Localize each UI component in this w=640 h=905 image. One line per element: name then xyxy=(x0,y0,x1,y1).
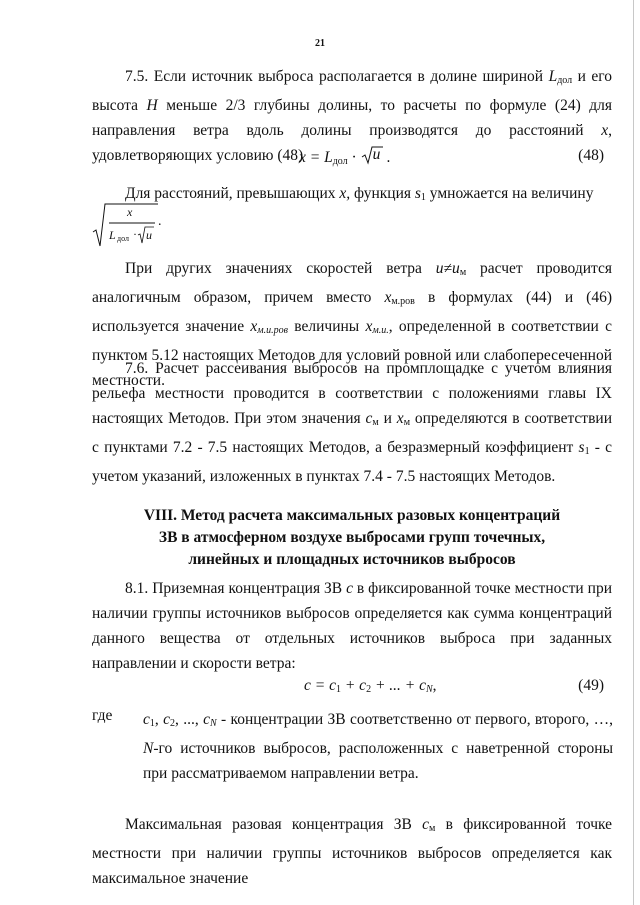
section-heading xyxy=(92,505,612,571)
var-x: x xyxy=(384,289,392,306)
var-c: c xyxy=(143,711,150,728)
formula-49 xyxy=(92,677,612,701)
var-c: c xyxy=(203,711,210,728)
var-N: N xyxy=(143,740,154,757)
var-L: L xyxy=(548,68,558,85)
where-definition xyxy=(143,707,613,786)
var-c: c xyxy=(365,410,373,427)
sep: , xyxy=(154,711,164,728)
text: Для расстояний, превышающих xyxy=(125,185,340,202)
expr: + c xyxy=(340,677,367,694)
punct: . xyxy=(158,214,162,229)
var-s: s xyxy=(578,439,585,456)
formula-48-number: (48) xyxy=(578,147,604,164)
paragraph-8-1 xyxy=(92,576,612,676)
var-x: x, xyxy=(339,185,351,202)
punct: , xyxy=(432,677,437,694)
text: меньше 2/3 глубины долины, то расчеты по формуле (24) для направления ветра вдоль долины производятся до расстояний xyxy=(92,97,612,139)
text: расчет проводится аналогичным образом, причем вместо xyxy=(92,260,612,306)
var-x: x xyxy=(365,318,373,335)
text: в фиксированной точке местности при наличии группы источников выбросов определяется как максимальное значение xyxy=(92,816,613,887)
paragraph-max-concentration xyxy=(92,812,612,891)
sub: 1 xyxy=(584,446,590,457)
var-c: c xyxy=(163,711,170,728)
scan-edge xyxy=(633,0,634,905)
formula-lhs: x = xyxy=(299,149,325,166)
dot: · xyxy=(347,149,361,166)
text: в формулах (44) и (46) используется значение xyxy=(92,289,612,335)
sub: м xyxy=(372,417,379,428)
where-label: где xyxy=(92,707,113,724)
paragraph-7-6 xyxy=(92,356,612,489)
sqrt-expression: x L дол · u . xyxy=(92,202,162,248)
heading-line: VIII. Метод расчета максимальных разовых концентраций xyxy=(143,507,561,524)
sub: м.ров xyxy=(391,296,415,307)
text: , определенной в соответствии с пунктом 5.12 настоящих Методов для условий ровной или слабопересеченной местности. xyxy=(92,318,613,389)
var-H: H xyxy=(146,97,158,114)
condition: u≠u xyxy=(435,260,460,277)
var-c: c xyxy=(346,580,353,597)
sqrt-icon xyxy=(361,147,383,165)
var-L: L xyxy=(324,149,333,166)
var-u: u xyxy=(372,146,381,163)
sub-dol: дол xyxy=(557,75,573,86)
sub: м xyxy=(429,823,436,834)
expr: + ... + c xyxy=(371,677,426,694)
var-s: s xyxy=(414,185,421,202)
sub: 1 xyxy=(335,684,341,695)
var-L: L xyxy=(109,228,116,242)
sub: 1 xyxy=(149,718,155,729)
text: 8.1. Приземная концентрация ЗВ xyxy=(125,580,347,597)
paragraph-distances xyxy=(92,181,612,210)
var-x: x xyxy=(250,318,258,335)
formula-48-body xyxy=(299,147,390,167)
text: При других значениях скоростей ветра xyxy=(125,260,436,277)
text: определяются в соответствии с пунктами 7.2 - 7.5 настоящих Методов, а безразмерный коэффициент xyxy=(92,410,612,456)
sub: м.u. xyxy=(372,325,389,336)
sub-1: 1 xyxy=(420,192,426,203)
text: и xyxy=(378,410,397,427)
sub: м xyxy=(459,267,467,278)
heading-line: линейных и площадных источников выбросов xyxy=(188,551,516,568)
text: и его высота xyxy=(92,68,612,114)
sub: м.u.ров xyxy=(257,325,289,336)
sub: N xyxy=(209,718,217,729)
formula-49-body xyxy=(304,677,437,695)
text: Максимальная разовая концентрация ЗВ xyxy=(125,816,423,833)
punct: . xyxy=(382,149,391,166)
text: величины xyxy=(288,318,366,335)
sep: , ..., xyxy=(175,711,204,728)
var-x: x xyxy=(127,205,133,219)
sub: 2 xyxy=(366,684,372,695)
page-number: 21 xyxy=(315,38,325,49)
text: , удовлетворяющих условию (48) xyxy=(92,122,612,164)
text: 7.6. Расчет рассеивания выбросов на промплощадке с учетом влияния рельефа местности проводится в соответствии с положениями главы IX настоящих Методов. При этом значения xyxy=(92,360,612,427)
text: - концентрации ЗВ соответственно от первого, второго, …, xyxy=(216,711,613,728)
sub: м xyxy=(403,417,411,428)
text: 7.5. Если источник выброса располагается в долине шириной xyxy=(125,68,549,85)
sub: N xyxy=(426,684,433,695)
var-x: x xyxy=(396,410,404,427)
var-u: u xyxy=(146,228,152,242)
var-c: c xyxy=(422,816,430,833)
var-x: x xyxy=(601,122,609,139)
text: - с учетом указаний, изложенных в пунктах 7.4 - 7.5 настоящих Методов. xyxy=(92,439,612,485)
formula-48 xyxy=(92,147,612,171)
text: в фиксированной точке местности при наличии группы источников выбросов определяется как сумма концентраций данного вещества от отдельных источников выброса при заданных направлении и скорости ветра: xyxy=(92,580,612,672)
heading-line: ЗВ в атмосферном воздухе выбросами групп точечных, xyxy=(158,529,546,546)
text: -го источников выбросов, расположенных с наветренной стороны при рассматриваемом направлении ветра. xyxy=(143,740,613,782)
expr: c = c xyxy=(304,677,336,694)
sub-dol: дол xyxy=(332,156,348,167)
sub-dol: дол xyxy=(117,234,129,243)
text: умножается на величину xyxy=(425,185,594,202)
text: функция xyxy=(350,185,415,202)
formula-49-number: (49) xyxy=(578,677,604,694)
sub: 2 xyxy=(170,718,175,729)
